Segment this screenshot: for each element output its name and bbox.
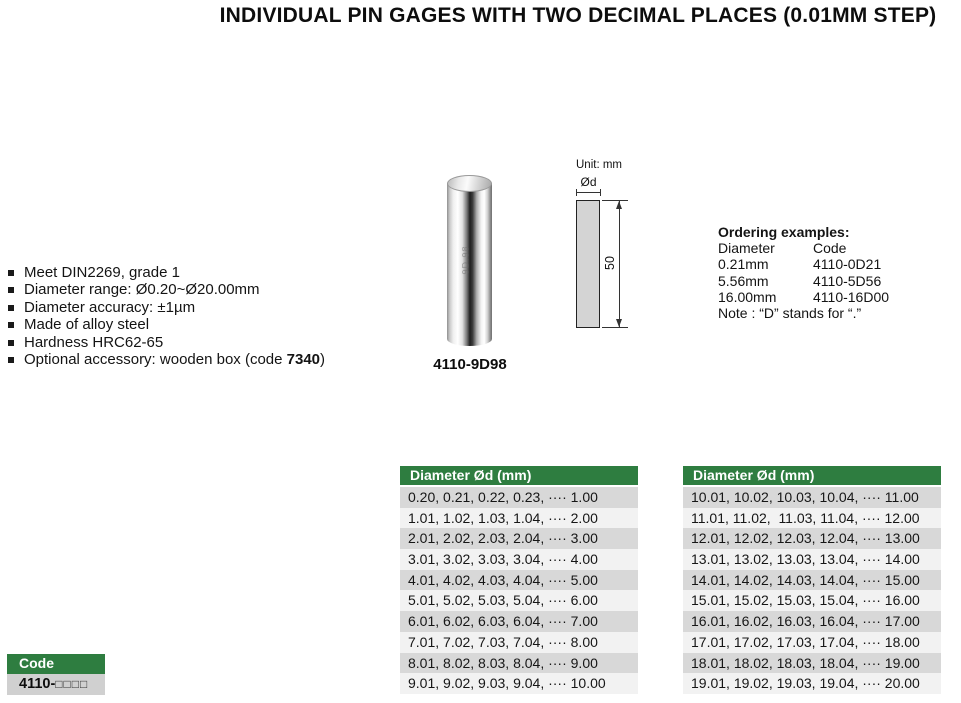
arrow-up-icon <box>616 201 622 209</box>
table-row: 9.01, 9.02, 9.03, 9.04, ···· 10.00 <box>400 673 638 694</box>
diameter-dimension-line <box>576 192 601 193</box>
code-box <box>7 654 105 695</box>
table-row: 7.01, 7.02, 7.03, 7.04, ···· 8.00 <box>400 632 638 653</box>
length-dimension-line <box>619 201 620 327</box>
feature-list <box>8 264 368 368</box>
table-header: Diameter Ød (mm) <box>400 466 638 487</box>
ordering-code: 4110-16D00 <box>813 288 890 305</box>
code-box-header: Code <box>7 654 105 674</box>
feature-item <box>8 299 368 316</box>
pin-gage-top <box>447 175 492 192</box>
ordering-row <box>718 256 928 272</box>
page-title: INDIVIDUAL PIN GAGES WITH TWO DECIMAL PLACES (0.01MM STEP) <box>219 4 937 27</box>
table-row: 12.01, 12.02, 12.03, 12.04, ···· 13.00 <box>683 528 941 549</box>
pin-model-caption: 4110-9D98 <box>433 356 507 373</box>
feature-text: Hardness HRC62-65 <box>24 333 164 351</box>
table-row: 11.01, 11.02, 11.03, 11.04, ···· 12.00 <box>683 508 941 529</box>
ordering-row <box>718 273 928 289</box>
code-placeholder-boxes: □□□□ <box>55 677 89 691</box>
code-box-value <box>7 674 105 695</box>
ordering-diameter: 0.21mm <box>718 256 769 273</box>
feature-item <box>8 316 368 333</box>
diameter-table-left <box>400 466 638 694</box>
ordering-diameter: 5.56mm <box>718 272 769 289</box>
pin-engraving: 9D.98 <box>460 245 471 275</box>
diameter-dimension-label: Ød <box>580 175 597 189</box>
table-row: 3.01, 3.02, 3.03, 3.04, ···· 4.00 <box>400 549 638 570</box>
feature-text: Diameter accuracy: ±1µm <box>24 298 196 316</box>
table-row: 5.01, 5.02, 5.03, 5.04, ···· 6.00 <box>400 590 638 611</box>
table-row: 10.01, 10.02, 10.03, 10.04, ···· 11.00 <box>683 487 941 508</box>
table-row: 19.01, 19.02, 19.03, 19.04, ···· 20.00 <box>683 673 941 694</box>
table-row: 4.01, 4.02, 4.03, 4.04, ···· 5.00 <box>400 570 638 591</box>
code-prefix: 4110- <box>19 676 56 692</box>
ordering-code: 4110-0D21 <box>813 256 882 273</box>
pin-gage-photo <box>447 183 492 346</box>
feature-item <box>8 334 368 351</box>
ordering-header-row <box>718 240 928 256</box>
pin-outline-drawing <box>576 200 600 328</box>
square-bullet-icon <box>8 357 14 363</box>
ordering-title: Ordering examples: <box>718 224 850 240</box>
ordering-diameter: 16.00mm <box>718 288 777 305</box>
table-row: 17.01, 17.02, 17.03, 17.04, ···· 18.00 <box>683 632 941 653</box>
square-bullet-icon <box>8 287 14 293</box>
table-row: 8.01, 8.02, 8.03, 8.04, ···· 9.00 <box>400 653 638 674</box>
table-header: Diameter Ød (mm) <box>683 466 941 487</box>
feature-text: Made of alloy steel <box>24 316 150 334</box>
feature-item <box>8 281 368 298</box>
diameter-table-right <box>683 466 941 694</box>
dimension-tick <box>576 189 577 196</box>
ordering-note: Note : “D” stands for “.” <box>718 305 862 322</box>
arrow-down-icon <box>616 319 622 327</box>
feature-text: Optional accessory: wooden box (code <box>24 351 287 369</box>
ordering-examples <box>718 224 928 321</box>
extension-line <box>602 200 628 201</box>
table-row: 16.01, 16.02, 16.03, 16.04, ···· 17.00 <box>683 611 941 632</box>
dimension-tick <box>600 189 601 196</box>
accessory-code: 7340 <box>286 351 321 369</box>
feature-text: Diameter range: Ø0.20~Ø20.00mm <box>24 281 260 299</box>
table-row: 0.20, 0.21, 0.22, 0.23, ···· 1.00 <box>400 487 638 508</box>
pin-gage-body <box>447 183 492 346</box>
ordering-col-code: Code <box>813 240 847 257</box>
ordering-row <box>718 289 928 305</box>
square-bullet-icon <box>8 305 14 311</box>
unit-label: Unit: mm <box>576 159 622 171</box>
table-row: 1.01, 1.02, 1.03, 1.04, ···· 2.00 <box>400 508 638 529</box>
square-bullet-icon <box>8 270 14 276</box>
square-bullet-icon <box>8 322 14 328</box>
square-bullet-icon <box>8 340 14 346</box>
table-row: 2.01, 2.02, 2.03, 2.04, ···· 3.00 <box>400 528 638 549</box>
table-row: 14.01, 14.02, 14.03, 14.04, ···· 15.00 <box>683 570 941 591</box>
ordering-code: 4110-5D56 <box>813 272 882 289</box>
feature-item <box>8 351 368 368</box>
feature-text: Meet DIN2269, grade 1 <box>24 264 180 281</box>
table-row: 6.01, 6.02, 6.03, 6.04, ···· 7.00 <box>400 611 638 632</box>
feature-item <box>8 264 368 281</box>
table-row: 18.01, 18.02, 18.03, 18.04, ···· 19.00 <box>683 653 941 674</box>
length-dimension-label: 50 <box>603 256 617 270</box>
extension-line <box>602 327 628 328</box>
table-row: 15.01, 15.02, 15.03, 15.04, ···· 16.00 <box>683 590 941 611</box>
feature-text: ) <box>320 351 326 369</box>
table-row: 13.01, 13.02, 13.03, 13.04, ···· 14.00 <box>683 549 941 570</box>
ordering-col-diameter: Diameter <box>718 240 775 257</box>
